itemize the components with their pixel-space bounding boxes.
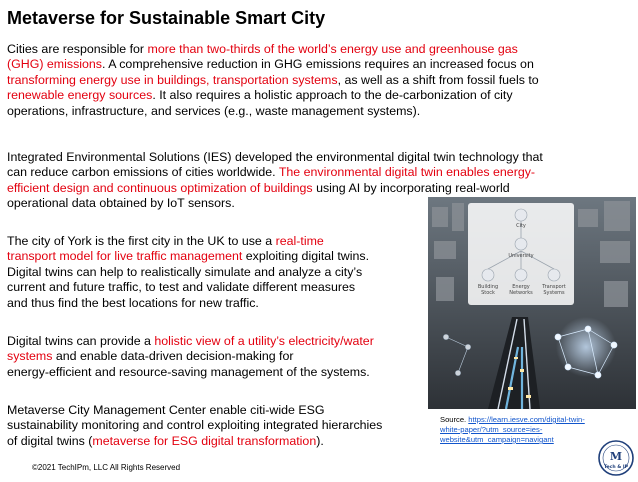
diagram-label: University bbox=[508, 253, 534, 259]
body-text: , as well as a shift from fossil fuels to bbox=[337, 72, 539, 87]
text-line bbox=[7, 434, 382, 449]
diagram-label: Building bbox=[477, 284, 499, 290]
highlighted-text: The environmental digital twin enables energy- bbox=[278, 165, 536, 180]
highlighted-text: (GHG) emissions bbox=[7, 57, 103, 72]
diagram-label: Networks bbox=[509, 290, 533, 296]
logo-text: Tech & IP bbox=[604, 465, 628, 470]
logo-letters: M bbox=[609, 450, 623, 463]
text-line bbox=[7, 365, 374, 380]
text-line bbox=[7, 73, 539, 88]
body-text: Integrated Environmental Solutions (IES) developed the environmental digital twin technology that bbox=[7, 150, 543, 164]
diagram-label: Energy bbox=[512, 284, 530, 290]
text-line bbox=[7, 181, 543, 196]
body-text: exploiting digital twins. bbox=[242, 249, 370, 264]
body-text: Digital twins can provide a bbox=[7, 334, 155, 348]
body-text: operational data obtained by IoT sensors. bbox=[7, 196, 235, 211]
text-line bbox=[7, 104, 539, 119]
body-text: and enable data-driven decision-making for bbox=[52, 349, 294, 364]
text-line bbox=[7, 334, 374, 349]
body-text: operations, infrastructure, and services (e.g., waste management systems). bbox=[7, 103, 421, 118]
source-link-line-1[interactable]: https://learn.iesve.com/digital-twin- bbox=[468, 415, 585, 424]
body-text: can reduce carbon emissions of cities worldwide. bbox=[7, 165, 279, 180]
diagram-label: City bbox=[516, 223, 526, 229]
copyright-footer: ©2021 TechIPm, LLC All Rights Reserved bbox=[32, 463, 181, 472]
city-digital-twin-illustration bbox=[428, 197, 636, 409]
highlighted-text: systems bbox=[7, 349, 53, 364]
source-link-line-2[interactable]: white-paper/?utm_source=ies- bbox=[440, 425, 543, 434]
body-text: using AI by incorporating real-world bbox=[312, 180, 510, 195]
body-text: of digital twins ( bbox=[7, 433, 93, 448]
text-line bbox=[7, 249, 369, 264]
text-line bbox=[7, 418, 382, 433]
text-line bbox=[7, 234, 369, 249]
body-text: . A comprehensive reduction in GHG emissions requires an increased focus on bbox=[102, 57, 534, 72]
body-text: The city of York is the first city in the UK to use a bbox=[7, 234, 276, 248]
highlighted-text: renewable energy sources bbox=[7, 88, 153, 103]
highlighted-text: transforming energy use in buildings, transportation systems bbox=[7, 72, 338, 87]
body-text: energy-efficient and resource-saving management of the systems. bbox=[7, 364, 370, 379]
highlighted-text: transport model for live traffic management bbox=[7, 249, 243, 264]
page-title: Metaverse for Sustainable Smart City bbox=[7, 8, 326, 28]
body-text: sustainability monitoring and control exploiting integrated hierarchies bbox=[7, 418, 383, 433]
text-line bbox=[7, 165, 543, 180]
text-line bbox=[7, 403, 382, 418]
text-line bbox=[7, 265, 369, 280]
body-text: . It also requires a holistic approach to the de-carbonization of city bbox=[152, 88, 513, 103]
highlighted-text: holistic view of a utility’s electricity/water bbox=[154, 334, 374, 348]
diagram-label: Transport bbox=[542, 284, 566, 290]
body-text: Metaverse City Management Center enable citi-wide ESG bbox=[7, 403, 325, 417]
paragraph-utility-systems bbox=[7, 334, 374, 380]
source-prefix: Source. bbox=[440, 415, 469, 424]
body-text: and thus find the best locations for new traffic. bbox=[7, 295, 259, 310]
paragraph-ghg-emissions bbox=[7, 42, 539, 119]
body-text: Digital twins can help to realistically simulate and analyze a city’s bbox=[7, 264, 363, 279]
text-line bbox=[7, 296, 369, 311]
highlighted-text: metaverse for ESG digital transformation bbox=[92, 433, 317, 448]
diagram-label: Systems bbox=[543, 290, 565, 296]
text-line bbox=[7, 150, 543, 165]
body-text: ). bbox=[316, 433, 324, 448]
diagram-label: Stock bbox=[481, 290, 495, 296]
paragraph-york-traffic bbox=[7, 234, 369, 311]
image-source-caption bbox=[440, 415, 585, 445]
city-digital-twin-image bbox=[428, 197, 636, 409]
source-link-line-3[interactable]: website&utm_campaign=navigant bbox=[440, 435, 554, 444]
body-text: current and future traffic, to test and validate different measures bbox=[7, 280, 356, 295]
text-line bbox=[7, 57, 539, 72]
highlighted-text: real-time bbox=[275, 234, 324, 248]
paragraph-metaverse-esg bbox=[7, 403, 382, 449]
techipm-logo bbox=[597, 439, 635, 477]
text-line bbox=[7, 42, 539, 57]
highlighted-text: more than two-thirds of the world’s energy use and greenhouse gas bbox=[147, 42, 518, 56]
text-line bbox=[7, 349, 374, 364]
text-line bbox=[7, 280, 369, 295]
text-line bbox=[7, 88, 539, 103]
highlighted-text: efficient design and continuous optimization of buildings bbox=[7, 180, 313, 195]
body-text: Cities are responsible for bbox=[7, 42, 148, 56]
